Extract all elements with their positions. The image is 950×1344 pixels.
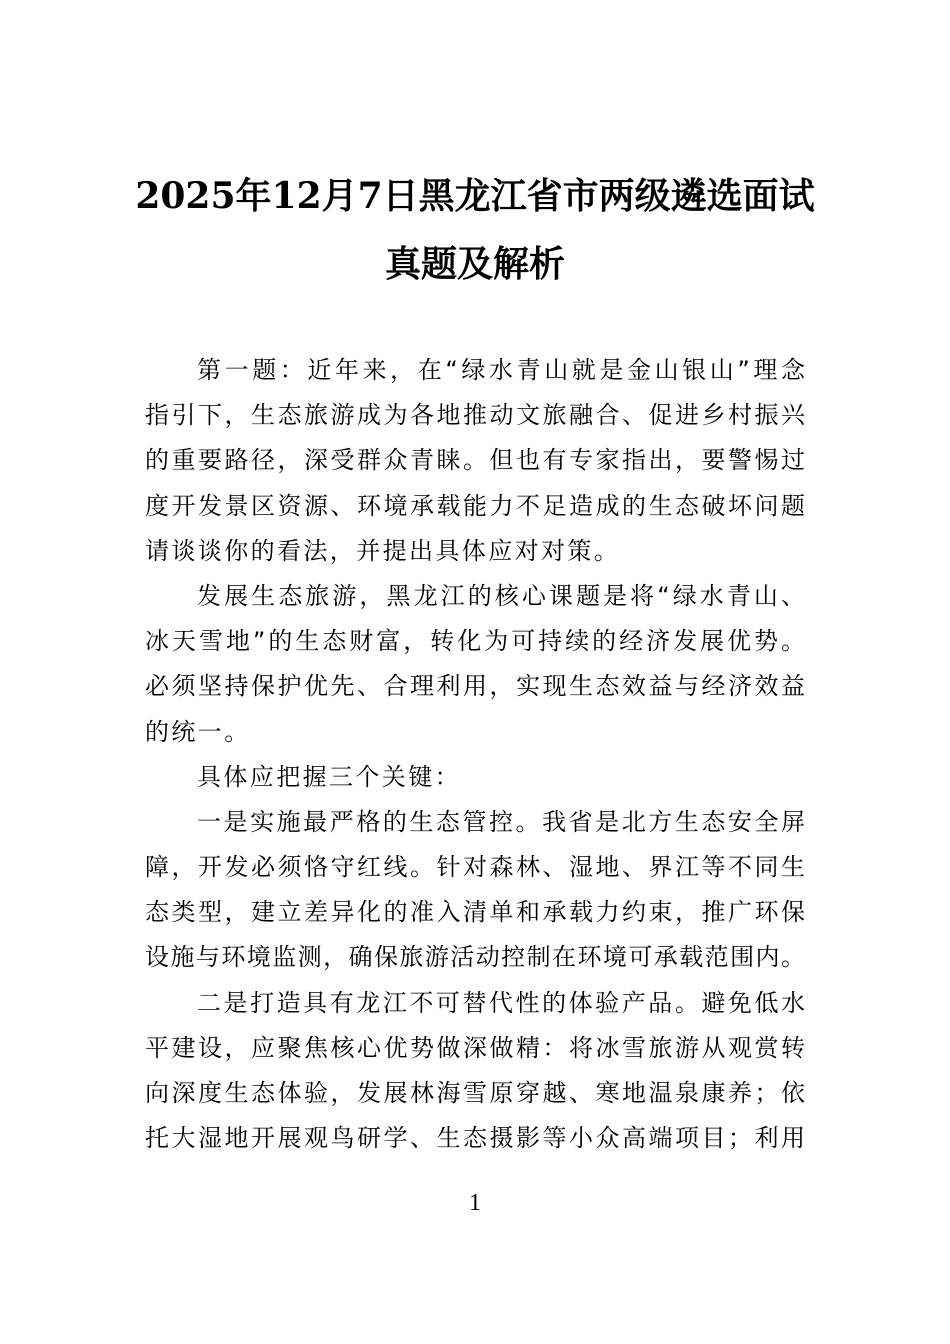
- text-line: 的统一。: [145, 717, 251, 746]
- text-line: 向深度生态体验，发展林海雪原穿越、寒地温泉康养；依: [145, 1079, 805, 1107]
- text-line: 托大湿地开展观鸟研学、生态摄影等小众高端项目；利用: [145, 1124, 805, 1153]
- text-line: 态类型，建立差异化的准入清单和承载力约束，推广环保: [145, 898, 805, 927]
- text-line: 第一题：近年来，在“绿水青山就是金山银山”理念: [197, 356, 805, 384]
- text-line: 平建设，应聚焦核心优势做深做精：将冰雪旅游从观赏转: [145, 1033, 805, 1062]
- text-line: 二是打造具有龙江不可替代性的体验产品。避免低水: [197, 988, 805, 1017]
- text-line: 度开发景区资源、环境承载能力不足造成的生态破坏问题: [145, 491, 805, 520]
- text-line: 具体应把握三个关键：: [197, 762, 461, 791]
- page-number: 1: [469, 1190, 481, 1216]
- text-line: 指引下，生态旅游成为各地推动文旅融合、促进乡村振兴: [145, 401, 805, 430]
- text-line: 的重要路径，深受群众青睐。但也有专家指出，要警惕过: [145, 446, 805, 475]
- text-line: 障，开发必须恪守红线。针对森林、湿地、界江等不同生: [145, 853, 805, 882]
- text-line: 设施与环境监测，确保旅游活动控制在环境可承载范围内。: [145, 943, 805, 972]
- text-line: 请谈谈你的看法，并提出具体应对对策。: [145, 536, 621, 565]
- document-body: [145, 348, 805, 1161]
- text-line: 必须坚持保护优先、合理利用，实现生态效益与经济效益: [145, 672, 805, 701]
- document-title-line-2: 真题及解析: [384, 243, 565, 285]
- text-line: 发展生态旅游，黑龙江的核心课题是将“绿水青山、: [197, 581, 805, 610]
- text-line: 一是实施最严格的生态管控。我省是北方生态安全屏: [197, 807, 805, 836]
- text-line: 冰天雪地”的生态财富，转化为可持续的经济发展优势。: [145, 627, 805, 656]
- document-title-line-1: 2025年12月7日黑龙江省市两级遴选面试: [135, 175, 815, 217]
